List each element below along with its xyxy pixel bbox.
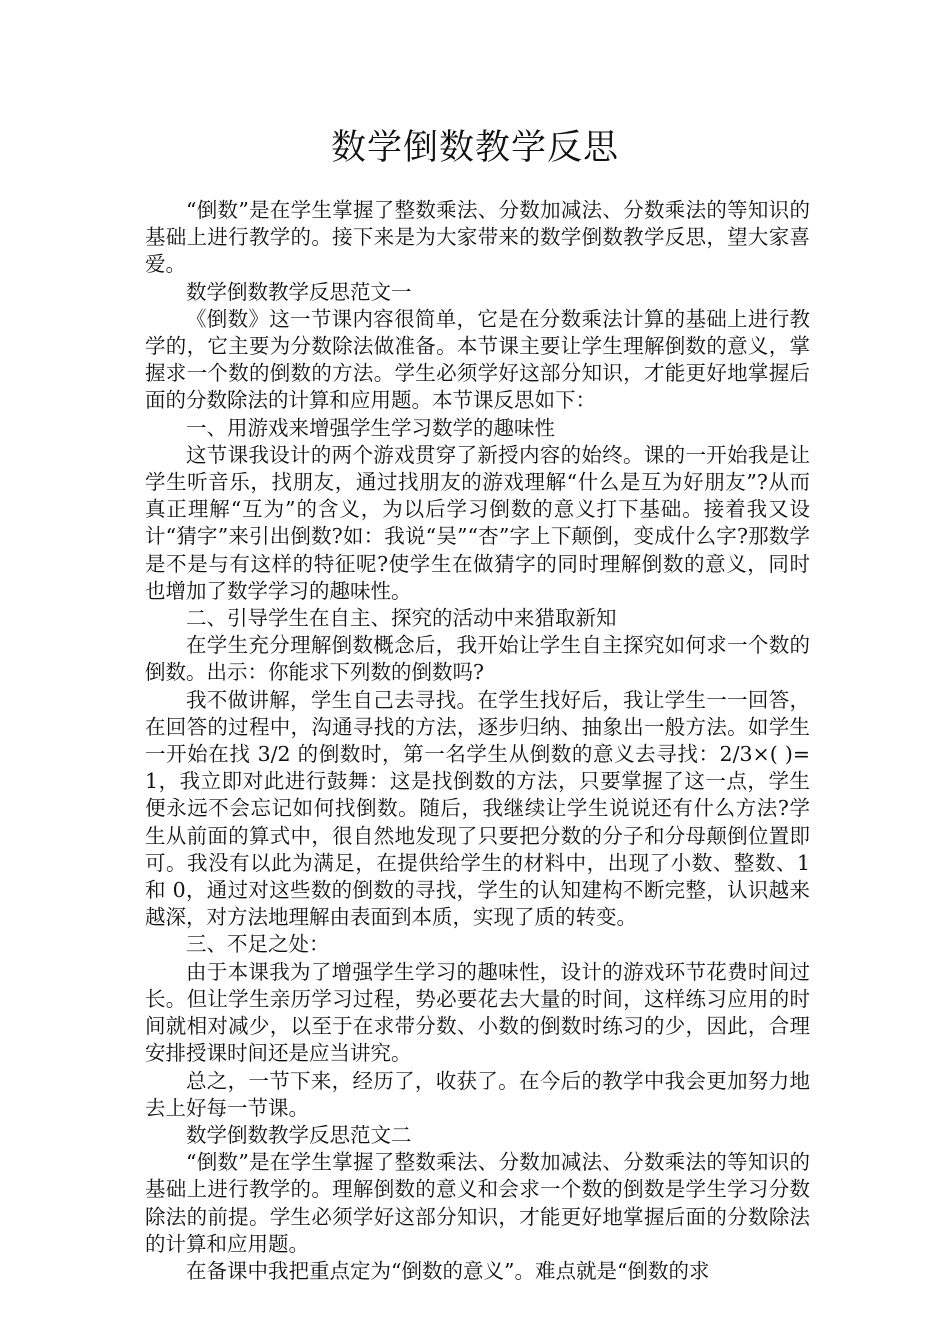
body-paragraph: 《倒数》这一节课内容很简单，它是在分数乘法计算的基础上进行教学的，它主要为分数除法做准备。本节课主要让学生理解倒数的意义，掌握求一个数的倒数的方法。学生必须学好这部分知识，才能更好地掌握后面的分数除法的计算和应用题。本节课反思如下：	[145, 306, 810, 413]
document-title: 数学倒数教学反思	[330, 128, 619, 168]
body-paragraph: 这节课我设计的两个游戏贯穿了新授内容的始终。课的一开始我是让学生听音乐，找朋友，通过找朋友的游戏理解“什么是互为好朋友”?从而真正理解“互为”的含义，为以后学习倒数的意义打下基础。接着我又设计“猜字”来引出倒数?如：我说“吴”“杏”字上下颠倒，变成什么字?那数学是不是与有这样的特征呢?使学生在做猜字的同时理解倒数的意义，同时也增加了数学学习的趣味性。	[145, 442, 810, 603]
body-paragraph: “倒数”是在学生掌握了整数乘法、分数加减法、分数乘法的等知识的基础上进行教学的。理解倒数的意义和会求一个数的倒数是学生学习分数除法的前提。学生必须学好这部分知识，才能更好地掌握后面的分数除法的计算和应用题。	[145, 1150, 810, 1256]
subheading-one: 一、用游戏来增强学生学习数学的趣味性	[186, 415, 555, 440]
subheading-three: 三、不足之处：	[186, 932, 330, 957]
subheading-two: 二、引导学生在自主、探究的活动中来猎取新知	[186, 606, 617, 631]
body-paragraph: 总之，一节下来，经历了，收获了。在今后的教学中我会更加努力地去上好每一节课。	[145, 1068, 810, 1120]
section-heading-sample-one: 数学倒数教学反思范文一	[186, 279, 412, 304]
body-paragraph: 我不做讲解，学生自己去寻找。在学生找好后，我让学生一一回答，在回答的过程中，沟通寻找的方法，逐步归纳、抽象出一般方法。如学生一开始在找 3/2 的倒数时，第一名学生从倒数的意义去寻找：2/3×( )=1，我立即对此进行鼓舞：这是找倒数的方法，只要掌握了这一点，学生便永远不会忘记如何找倒数。随后，我继续让学生说说还有什么方法?学生从前面的算式中，很自然地发现了只要把分数的分子和分母颠倒位置即可。我没有以此为满足，在提供给学生的材料中，出现了小数、整数、1 和 0，通过对这些数的倒数的寻找，学生的认知建构不断完整，认识越来越深，对方法地理解由表面到本质，实现了质的转变。	[145, 687, 810, 930]
body-paragraph: 在学生充分理解倒数概念后，我开始让学生自主探究如何求一个数的倒数。出示：你能求下列数的倒数吗?	[145, 633, 810, 685]
document-body	[145, 197, 810, 1285]
body-paragraph: 在备课中我把重点定为“倒数的意义”。难点就是“倒数的求	[186, 1258, 710, 1283]
section-heading-sample-two: 数学倒数教学反思范文二	[186, 1122, 412, 1147]
intro-paragraph: “倒数”是在学生掌握了整数乘法、分数加减法、分数乘法的等知识的基础上进行教学的。接下来是为大家带来的数学倒数教学反思，望大家喜爱。	[145, 198, 810, 277]
body-paragraph: 由于本课我为了增强学生学习的趣味性，设计的游戏环节花费时间过长。但让学生亲历学习过程，势必要花去大量的时间，这样练习应用的时间就相对减少，以至于在求带分数、小数的倒数时练习的少，因此，合理安排授课时间还是应当讲究。	[145, 959, 810, 1066]
